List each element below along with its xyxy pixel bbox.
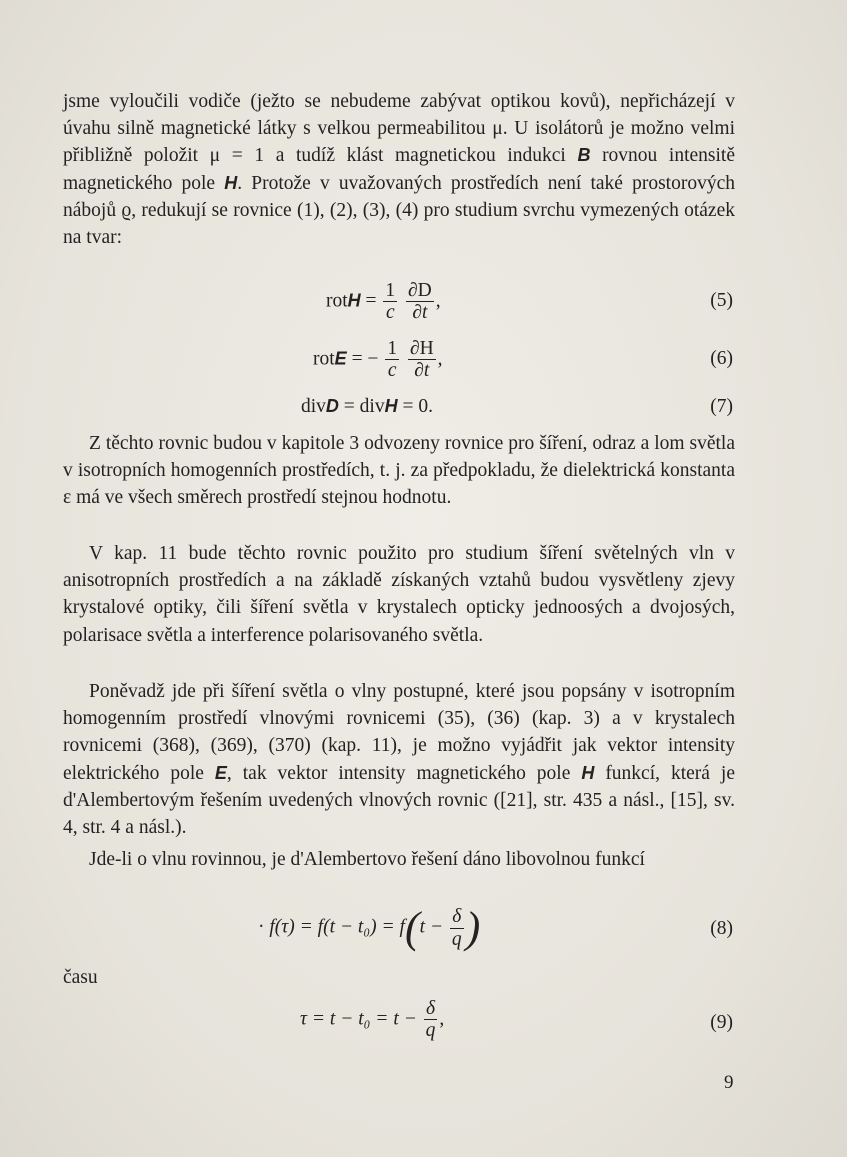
page-number: 9 [724,1072,734,1093]
eq6-frac-2: $\frac{\partial H}{\partial t}$ [409,338,434,382]
vector-H-2: H [581,762,595,783]
eq5-rot: rot [326,290,348,312]
eq6-vec: E [334,348,347,369]
equation-9: τ = t − t₀ = t − $\frac{\delta}{q}$ , [300,998,445,1042]
eq8-frac: $\frac{\delta}{q}$ [451,906,462,950]
paragraph-2: Z těchto rovnic budou v kapitole 3 odvozeny rovnice pro šíření, odraz a lom světla v isotropních homogenních prostředích, t. j. za předpokladu, že dielektrická konstanta ε má ve všech směrech prostředí stejnou hodnotu. [63,433,735,509]
paragraph-1 [63,88,735,251]
paragraph-5: Jde-li o vlnu rovinnou, je d'Alembertovo řešení dáno libovolnou funkcí [89,849,645,870]
paragraph-4: Poněvadž jde při šíření světla o vlny postupné, které jsou popsány v isotropním homogenním prostředí vlnovými rovnicemi (35), (36) (kap. 3) a v krystalech rovnicemi (368), (369), (370) (kap. 11), je možno vyjádřit jak vektor intensity elektrického pole E, tak vektor intensity magnetického pole H funkcí, která je d'Alembertovým řešením uvedených vlnových rovnic ([21], str. 435 a násl., [15], sv. 4, str. 4 a násl.). [63,681,735,839]
equation-7: divD = divH = 0. [301,396,433,417]
eq7-number: (7) [710,396,733,417]
eq6-frac-1: $\frac{1}{c}$ [387,338,398,382]
eq8-number: (8) [710,918,733,939]
p1-text-a: jsme vyloučili vodiče (ježto se nebudeme zabývat optikou kovů), nepřicházejí v úvahu silně magnetické látky s velkou permeabilitou μ. U isolátorů je možno velmi přibližně položit μ = 1 a tudíž klást magnetickou indukci [63,91,735,167]
vector-B: B [577,145,591,166]
p1-text-b: rovnou intensitě magnetického pole [63,145,735,194]
vector-H: H [224,172,238,193]
equation-6: rotE = − $\frac{1}{c}$ $\frac{\partial H}{\partial t}$ , [313,338,443,382]
eq9-frac: $\frac{\delta}{q}$ [425,998,436,1042]
eq9-number: (9) [710,1012,733,1033]
eq5-vec: H [347,290,361,311]
eq6-number: (6) [710,348,733,369]
eq5-frac-1: $\frac{1}{c}$ [385,280,396,324]
vector-E: E [214,762,227,783]
equation-8: · f(τ) = f(t − t₀) = f(t − $\frac{\delta}{q}$ ) [258,903,481,952]
paragraph-3: V kap. 11 bude těchto rovnic použito pro studium šíření světelných vln v anisotropních prostředích a na základě získaných vztahů budou vysvětleny zjevy krystalové optiky, čili šíření světla v krystalech opticky jednoosých a dvojosých, polarisace světla a interference polarisovaného světla. [63,543,735,646]
eq6-rot: rot [313,348,335,370]
eq5-frac-2: $\frac{\partial D}{\partial t}$ [408,280,432,324]
equation-5: rotH = $\frac{1}{c}$ $\frac{\partial D}{\partial t}$ , [326,280,441,324]
p1-text-c: . Protože v uvažovaných prostředích není také prostorových nábojů ϱ, redukují se rovnice (1), (2), (3), (4) pro studium svrchu vymezených otázek na tvar: [63,172,736,249]
word-casu: času [63,967,98,988]
eq5-number: (5) [710,290,733,311]
